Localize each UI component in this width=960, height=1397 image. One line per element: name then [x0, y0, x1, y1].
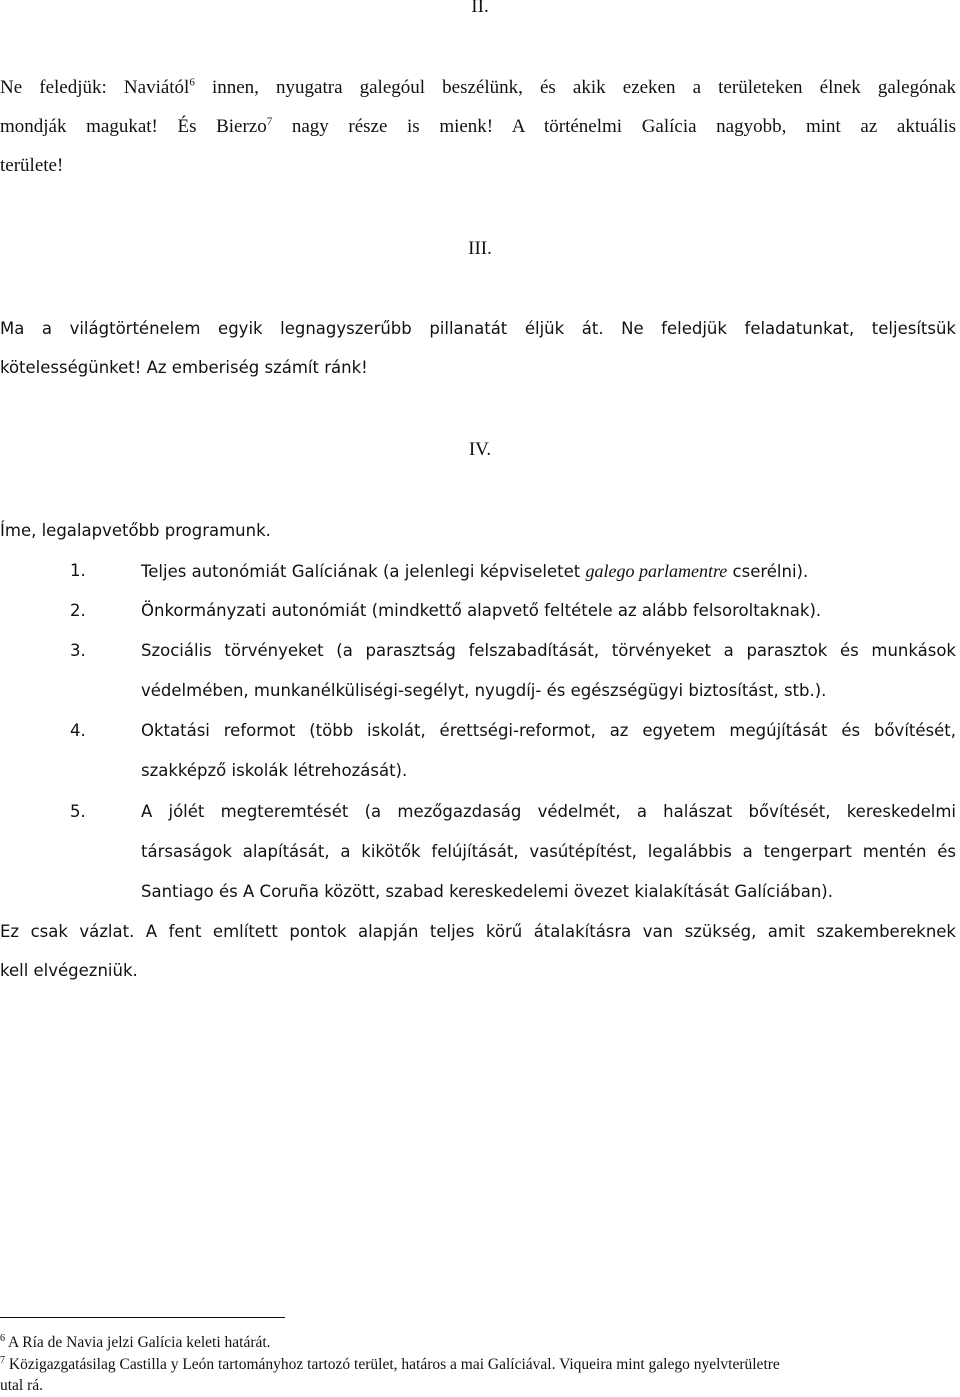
section-heading-iv: IV. — [468, 439, 492, 460]
section-ii-line-2: mondják magukat! És Bierzo$^7$ nagy része is mienk! A történelmi Galícia nagyobb, mint az aktuális — [0, 115, 956, 137]
italic-term: galego parlamentre — [585, 561, 728, 581]
section-ii-line-1: Ne feledjük: Naviától$^6$ innen, nyugatra galegóul beszélünk, és akik ezeken a területeken élnek galegónak — [0, 76, 957, 98]
program-item-text: Önkormányzati autonómiát (mindkettő alapvető feltétele az alább felsoroltaknak). — [141, 601, 822, 620]
footnote-7: $^7$ Közigazgatásilag Castilla y León tartományhoz tartozó terület, határos a mai Galíciával. Viqueira mint galego nyelvterületre — [0, 1354, 780, 1373]
program-item-number: 2. — [70, 601, 86, 620]
program-intro: Íme, legalapvetőbb programunk. — [0, 521, 271, 540]
program-item-2 — [0, 591, 956, 631]
section-heading-ii: II. — [471, 0, 489, 17]
footnote-mark: 6 — [0, 1332, 5, 1344]
footnote-separator — [0, 1317, 285, 1318]
footnote-mark: 7 — [0, 1354, 5, 1366]
footnote-ref-7: 7 — [266, 115, 273, 128]
program-item-1 — [0, 551, 956, 591]
program-item-text: Teljes autonómiát Galíciának (a jelenlegi képviseletet galego parlamentre cserélni). — [141, 561, 809, 581]
footnote-6: $^6$ A Ría de Navia jelzi Galícia keleti határát. — [0, 1332, 271, 1351]
program-item-number: 4. — [70, 721, 86, 740]
section-ii-line-3: területe! — [0, 155, 64, 176]
section-heading-iii: III. — [468, 238, 492, 259]
program-item-number: 3. — [70, 641, 86, 660]
program-item-3 — [0, 631, 956, 711]
footnote-ref-6: 6 — [189, 76, 195, 89]
footnote-7-continuation: utal rá. — [0, 1377, 44, 1394]
program-item-number: 1. — [70, 561, 86, 580]
program-item-number: 5. — [70, 802, 86, 821]
program-item-text: Szociális törvényeket (a parasztság felszabadítását, törvényeket a parasztok és munkások védelmében, munkanélküliségi-segélyt, nyugdíj- és egészségügyi biztosítást, stb.). — [141, 641, 956, 700]
program-item-5 — [0, 792, 956, 912]
section-iii-line-1: Ma a világtörténelem egyik legnagyszerűbb pillanatát éljük át. Ne feledjük feladatunkat, teljesítsük — [0, 319, 956, 338]
program-item-4 — [0, 711, 956, 791]
closing-line-2: kell elvégezniük. — [0, 961, 138, 980]
program-item-text: A jólét megteremtését (a mezőgazdaság védelmét, a halászat bővítését, kereskedelmi társaságok alapítását, a kikötők felújítását, vasútépítést, legalábbis a tengerpart mentén és Santiago és A Coruña között, szabad kereskedelemi övezet kialakítását Galíciában). — [141, 802, 956, 901]
closing-line-1: Ez csak vázlat. A fent említett pontok alapján teljes körű átalakításra van szükség, amit szakembereknek — [0, 922, 956, 941]
section-iii-paragraph — [0, 309, 956, 387]
closing-paragraph — [0, 912, 956, 990]
program-item-text: Oktatási reformot (több iskolát, érettségi-reformot, az egyetem megújítását és bővítését, szakképző iskolák létrehozását). — [141, 721, 956, 780]
section-iii-line-2: kötelességünket! Az emberiség számít ránk! — [0, 358, 368, 377]
section-ii-paragraph — [0, 68, 956, 185]
